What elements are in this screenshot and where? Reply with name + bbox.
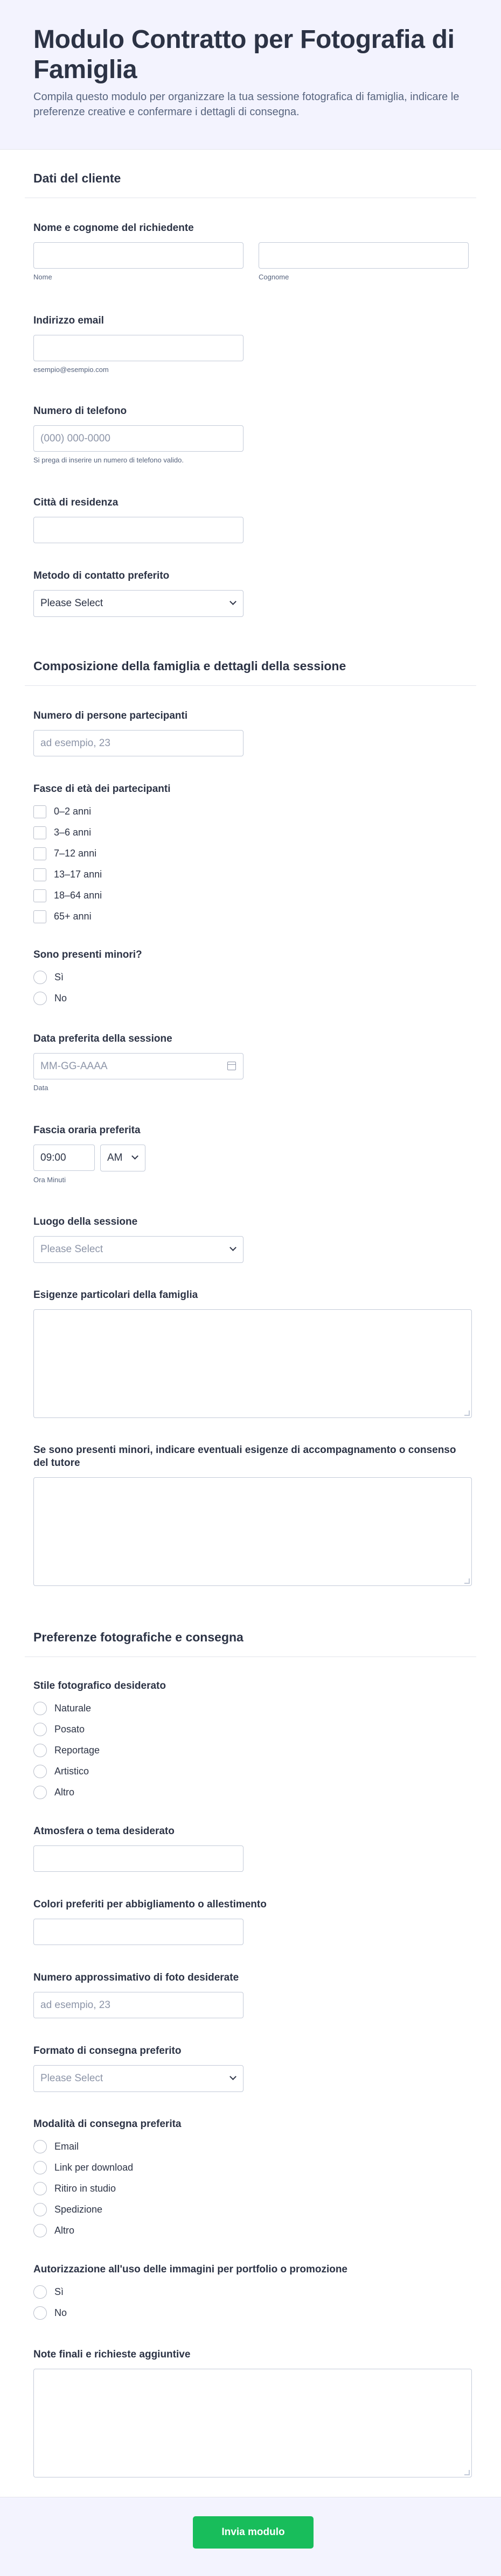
field-format [33,2045,243,2092]
field-date [33,1033,243,1092]
field-contact-method [33,570,243,617]
style-option[interactable]: Posato [33,1719,166,1740]
ages-option[interactable]: 0–2 anni [33,801,170,822]
field-ages [33,783,170,927]
location-select[interactable] [33,1236,243,1263]
checkbox[interactable] [33,847,46,860]
location-value: Please Select [40,1244,103,1255]
phone-input[interactable] [33,425,243,452]
format-select[interactable] [33,2065,243,2092]
notes-label: Note finali e richieste aggiuntive [33,2349,191,2360]
photos-input[interactable] [33,1992,243,2018]
radio[interactable] [33,992,47,1005]
ages-option[interactable]: 13–17 anni [33,864,170,885]
radio[interactable] [33,971,47,984]
field-notes [33,2348,472,2477]
mood-label: Atmosfera o tema desiderato [33,1826,175,1837]
ages-option[interactable]: 3–6 anni [33,822,170,843]
ages-option[interactable]: 18–64 anni [33,885,170,906]
style-option[interactable]: Reportage [33,1740,166,1761]
field-minors [33,949,142,1009]
colors-input[interactable] [33,1919,243,1945]
phone-label: Numero di telefono [33,405,127,417]
form-description: Compila questo modulo per organizzare la tua sessione fotografica di famiglia, indicare le preferenze creative e confermare i dettagli di consegna. [33,91,460,118]
delivery-option[interactable]: Ritiro in studio [33,2178,182,2199]
time-sublabel: Ora Minuti [33,1176,66,1184]
city-input[interactable] [33,517,243,543]
checkbox[interactable] [33,889,46,902]
field-name [33,222,469,281]
photos-label: Numero approssimativo di foto desiderate [33,1972,239,1983]
submit-button[interactable]: Invia modulo [193,2516,314,2549]
format-label: Formato di consegna preferito [33,2045,182,2056]
field-consent [33,2263,347,2324]
last-name-sublabel: Cognome [259,273,289,281]
ages-label: Fasce di età dei partecipanti [33,783,171,795]
email-sublabel: esempio@esempio.com [33,366,109,374]
radio[interactable] [33,2140,47,2153]
chevron-down-icon [131,1153,138,1160]
checkbox[interactable] [33,826,46,839]
radio[interactable] [33,1723,47,1736]
section-title-client: Dati del cliente [25,171,476,198]
section-title-session: Composizione della famiglia e dettagli della sessione [25,659,476,686]
form-title: Modulo Contratto per Fotografia di Famiglia [33,25,455,84]
colors-label: Colori preferiti per abbigliamento o allestimento [33,1899,267,1910]
field-email [33,314,243,374]
radio[interactable] [33,2224,47,2237]
minors-option-yes[interactable]: Sì [33,967,142,988]
delivery-option[interactable]: Spedizione [33,2199,182,2220]
field-time [33,1124,145,1184]
people-input[interactable] [33,730,243,756]
ages-options [33,801,170,927]
phone-sublabel: Si prega di inserire un numero di telefono valido. [33,456,184,464]
calendar-icon[interactable] [227,1062,236,1070]
form-header [0,0,501,150]
field-needs [33,1289,472,1418]
minors-option-no[interactable]: No [33,988,142,1009]
minors-label: Sono presenti minori? [33,949,142,960]
section-preferences [0,1630,501,1657]
time-input[interactable] [33,1145,95,1171]
field-colors [33,1898,267,1945]
contact-method-select[interactable] [33,590,243,617]
time-label: Fascia oraria preferita [33,1125,141,1136]
field-mood [33,1825,243,1872]
delivery-label: Modalità di consegna preferita [33,2118,182,2130]
radio[interactable] [33,2285,47,2299]
field-phone [33,405,243,464]
checkbox[interactable] [33,868,46,881]
date-input[interactable] [33,1053,243,1079]
field-style [33,1680,166,1803]
chevron-down-icon [229,2073,236,2080]
format-value: Please Select [40,2073,103,2084]
resize-handle-icon[interactable] [464,1578,470,1584]
email-input[interactable] [33,335,243,361]
style-label: Stile fotografico desiderato [33,1680,166,1691]
checkbox[interactable] [33,910,46,923]
ampm-select[interactable] [100,1145,145,1171]
section-session [0,659,501,686]
chevron-down-icon [229,1244,236,1251]
people-label: Numero di persone partecipanti [33,710,188,721]
field-location [33,1216,243,1263]
field-photos [33,1971,243,2018]
consent-label: Autorizzazione all'uso delle immagini per portfolio o promozione [33,2264,347,2275]
radio[interactable] [33,2306,47,2320]
email-label: Indirizzo email [33,315,104,326]
delivery-option[interactable]: Email [33,2136,182,2157]
delivery-option[interactable]: Link per download [33,2157,182,2178]
style-option[interactable]: Artistico [33,1761,166,1782]
style-option[interactable]: Naturale [33,1698,166,1719]
checkbox[interactable] [33,805,46,818]
date-label: Data preferita della sessione [33,1033,172,1044]
date-sublabel: Data [33,1084,48,1092]
radio[interactable] [33,1744,47,1757]
contact-method-label: Metodo di contatto preferito [33,570,170,581]
radio[interactable] [33,2182,47,2195]
chevron-down-icon [229,598,236,605]
radio[interactable] [33,1702,47,1715]
needs-label: Esigenze particolari della famiglia [33,1289,198,1301]
section-title-preferences: Preferenze fotografiche e consegna [25,1630,476,1657]
guardian-textarea[interactable] [33,1477,472,1586]
field-city [33,496,243,543]
radio[interactable] [33,2203,47,2216]
field-people [33,710,243,756]
mood-input[interactable] [33,1845,243,1872]
first-name-input[interactable] [33,242,243,269]
contact-method-value: Please Select [40,598,103,609]
resize-handle-icon[interactable] [464,2470,470,2475]
notes-textarea[interactable] [33,2369,472,2477]
radio[interactable] [33,2161,47,2174]
ages-option[interactable]: 65+ anni [33,906,170,927]
needs-textarea[interactable] [33,1309,472,1418]
first-name-sublabel: Nome [33,273,52,281]
field-guardian [33,1444,472,1586]
field-delivery [33,2118,182,2241]
city-label: Città di residenza [33,497,119,508]
consent-option-no[interactable]: No [33,2303,347,2324]
section-client [0,171,501,198]
location-label: Luogo della sessione [33,1216,138,1227]
resize-handle-icon[interactable] [464,1410,470,1416]
guardian-label: Se sono presenti minori, indicare eventuali esigenze di accompagnamento o consenso del tutore [33,1444,456,1469]
delivery-option[interactable]: Altro [33,2220,182,2241]
ages-option[interactable]: 7–12 anni [33,843,170,864]
consent-option-yes[interactable]: Sì [33,2282,347,2303]
last-name-input[interactable] [259,242,469,269]
name-label: Nome e cognome del richiedente [33,222,194,234]
radio[interactable] [33,1786,47,1799]
ampm-value: AM [107,1152,123,1163]
radio[interactable] [33,1765,47,1778]
style-option[interactable]: Altro [33,1782,166,1803]
